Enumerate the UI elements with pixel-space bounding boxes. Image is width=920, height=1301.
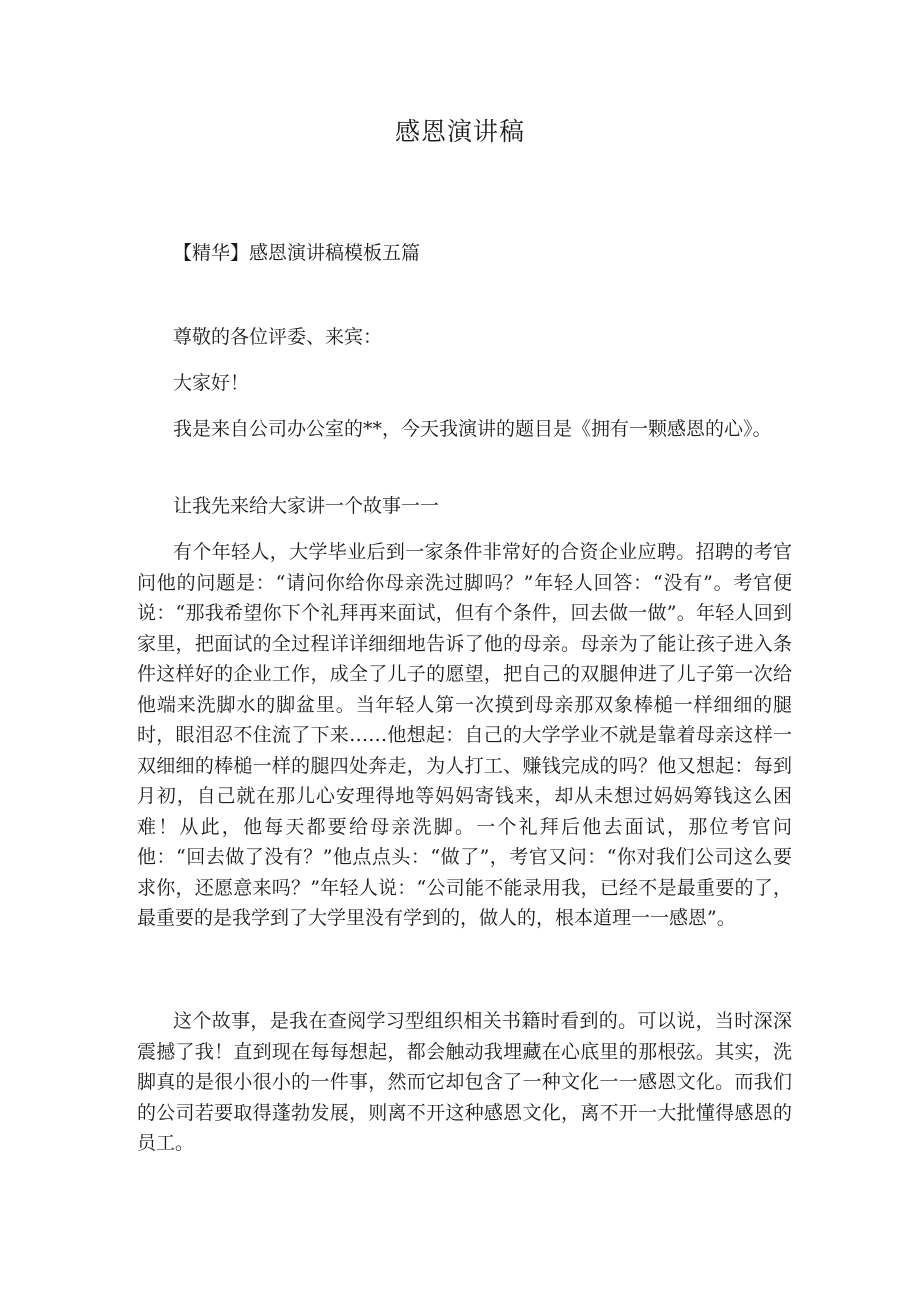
document-subtitle: 【精华】感恩演讲稿模板五篇 — [173, 242, 421, 264]
paragraph-story: 有个年轻人，大学毕业后到一家条件非常好的合资企业应聘。招聘的考官问他的问题是：“请问你给你母亲洗过脚吗？”年轻人回答：“没有”。考官便说：“那我希望你下个礼拜再来面试，但有个条件，回去做一做”。年轻人回到家里，把面试的全过程详详细细地告诉了他的母亲。母亲为了能让孩子进入条件这样好的企业工作，成全了儿子的愿望，把自己的双腿伸进了儿子第一次给他端来洗脚水的脚盆里。当年轻人第一次摸到母亲那双象棒槌一样细细的腿时，眼泪忍不住流了下来……他想起：自己的大学学业不就是靠着母亲这样一双细细的棒槌一样的腿四处奔走，为人打工、赚钱完成的吗？他又想起：每到月初，自己就在那儿心安理得地等妈妈寄钱来，却从未想过妈妈筹钱这么困难！从此，他每天都要给母亲洗脚。一个礼拜后他去面试，那位考官问他：“回去做了没有？”他点点头：“做了”，考官又问：“你对我们公司这么要求你，还愿意来吗？”年轻人说：“公司能不能录用我，已经不是最重要的了，最重要的是我学到了大学里没有学到的，做人的，根本道理一一感恩”。 — [137, 541, 792, 929]
paragraph-story-lead: 让我先来给大家讲一个故事一一 — [173, 495, 440, 517]
paragraph-intro: 我是来自公司办公室的**，今天我演讲的题目是《拥有一颗感恩的心》。 — [173, 418, 772, 440]
document-title: 感恩演讲稿 — [394, 117, 525, 146]
paragraph-salutation: 尊敬的各位评委、来宾： — [173, 326, 383, 348]
paragraph-greeting: 大家好！ — [173, 372, 250, 394]
paragraph-reflection: 这个故事，是我在查阅学习型组织相关书籍时看到的。可以说，当时深深震撼了我！直到现在每每想起，都会触动我埋藏在心底里的那根弦。其实，洗脚真的是很小很小的一件事，然而它却包含了一种文化一一感恩文化。而我们的公司若要取得蓬勃发展，则离不开这种感恩文化，离不开一大批懂得感恩的员工。 — [137, 1010, 792, 1154]
